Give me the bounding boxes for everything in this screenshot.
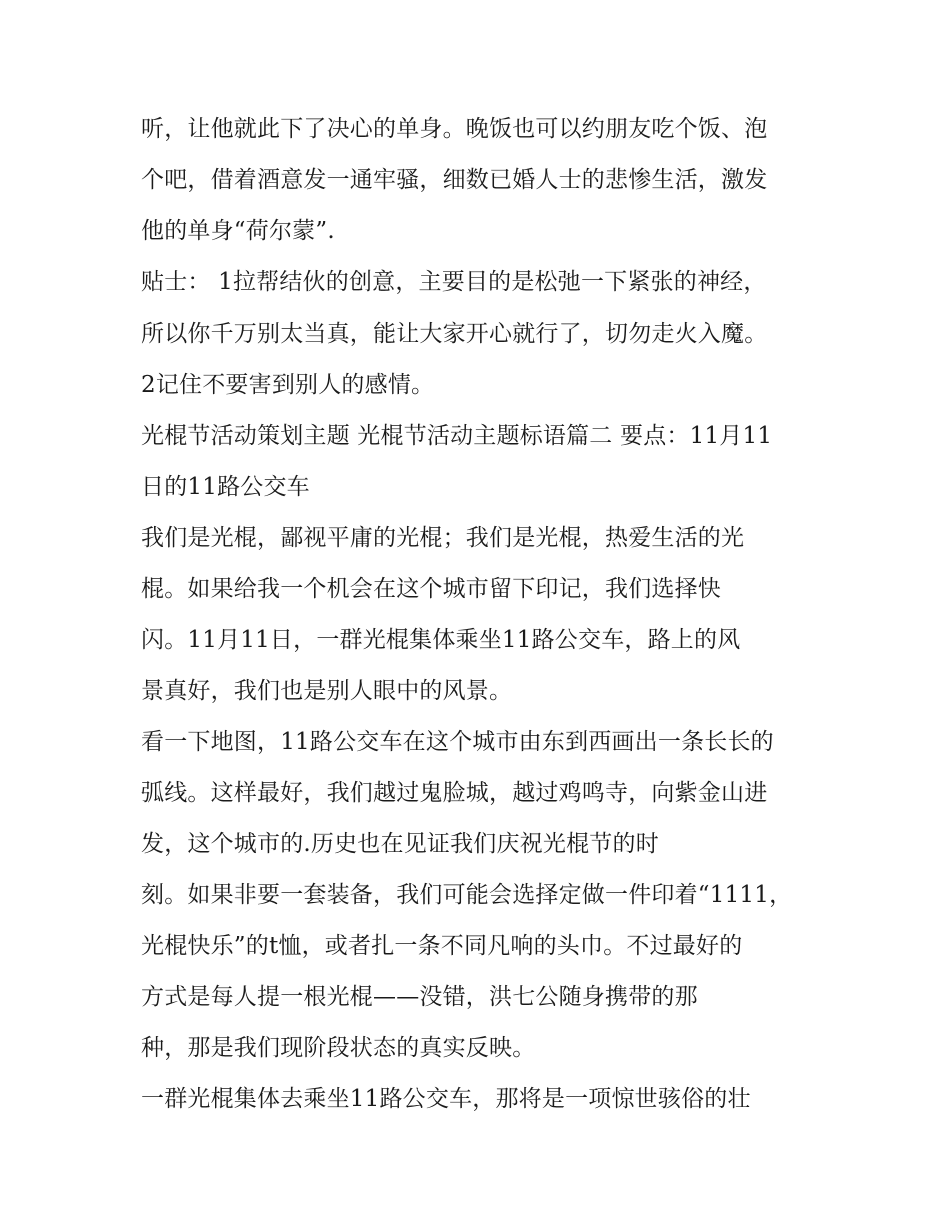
text-line: 闪。11月11日，一群光棍集体乘坐11路公交车，路上的风 — [141, 627, 741, 653]
text-line: 个吧，借着酒意发一通牢骚，细数已婚人士的悲惨生活，激发 — [141, 167, 768, 193]
section-heading-line: 日的11路公交车 — [141, 474, 310, 500]
text-line: 我们是光棍，鄙视平庸的光棍；我们是光棍，热爱生活的光 — [141, 525, 745, 551]
text-line: 他的单身“荷尔蒙”. — [141, 218, 335, 244]
text-line: 贴士： 1拉帮结伙的创意，主要目的是松弛一下紧张的神经， — [141, 269, 767, 295]
text-line: 景真好，我们也是别人眼中的风景。 — [141, 678, 513, 704]
text-line: 弧线。这样最好，我们越过鬼脸城，越过鸡鸣寺，向紫金山进 — [141, 780, 768, 806]
text-line: 方式是每人提一根光棍——没错，洪七公随身携带的那 — [141, 984, 698, 1010]
text-line: 发，这个城市的.历史也在见证我们庆祝光棍节的时 — [141, 831, 659, 857]
text-line: 种，那是我们现阶段状态的真实反映。 — [141, 1035, 536, 1061]
text-line: 看一下地图，11路公交车在这个城市由东到西画出一条长长的 — [141, 729, 774, 755]
text-line: 光棍快乐”的t恤，或者扎一条不同凡响的头巾。不过最好的 — [141, 933, 743, 959]
text-line: 棍。如果给我一个机会在这个城市留下印记，我们选择快 — [141, 576, 721, 602]
section-heading-line: 光棍节活动策划主题 光棍节活动主题标语篇二 要点：11月11 — [141, 423, 773, 449]
text-line: 所以你千万别太当真，能让大家开心就行了，切勿走火入魔。 — [141, 321, 768, 347]
text-line: 一群光棍集体去乘坐11路公交车，那将是一项惊世骇俗的壮 — [141, 1086, 751, 1112]
text-line: 2记住不要害到别人的感情。 — [141, 372, 435, 398]
text-line: 刻。如果非要一套装备，我们可能会选择定做一件印着“1111， — [141, 882, 793, 908]
text-line: 听，让他就此下了决心的单身。晚饭也可以约朋友吃个饭、泡 — [141, 116, 768, 142]
